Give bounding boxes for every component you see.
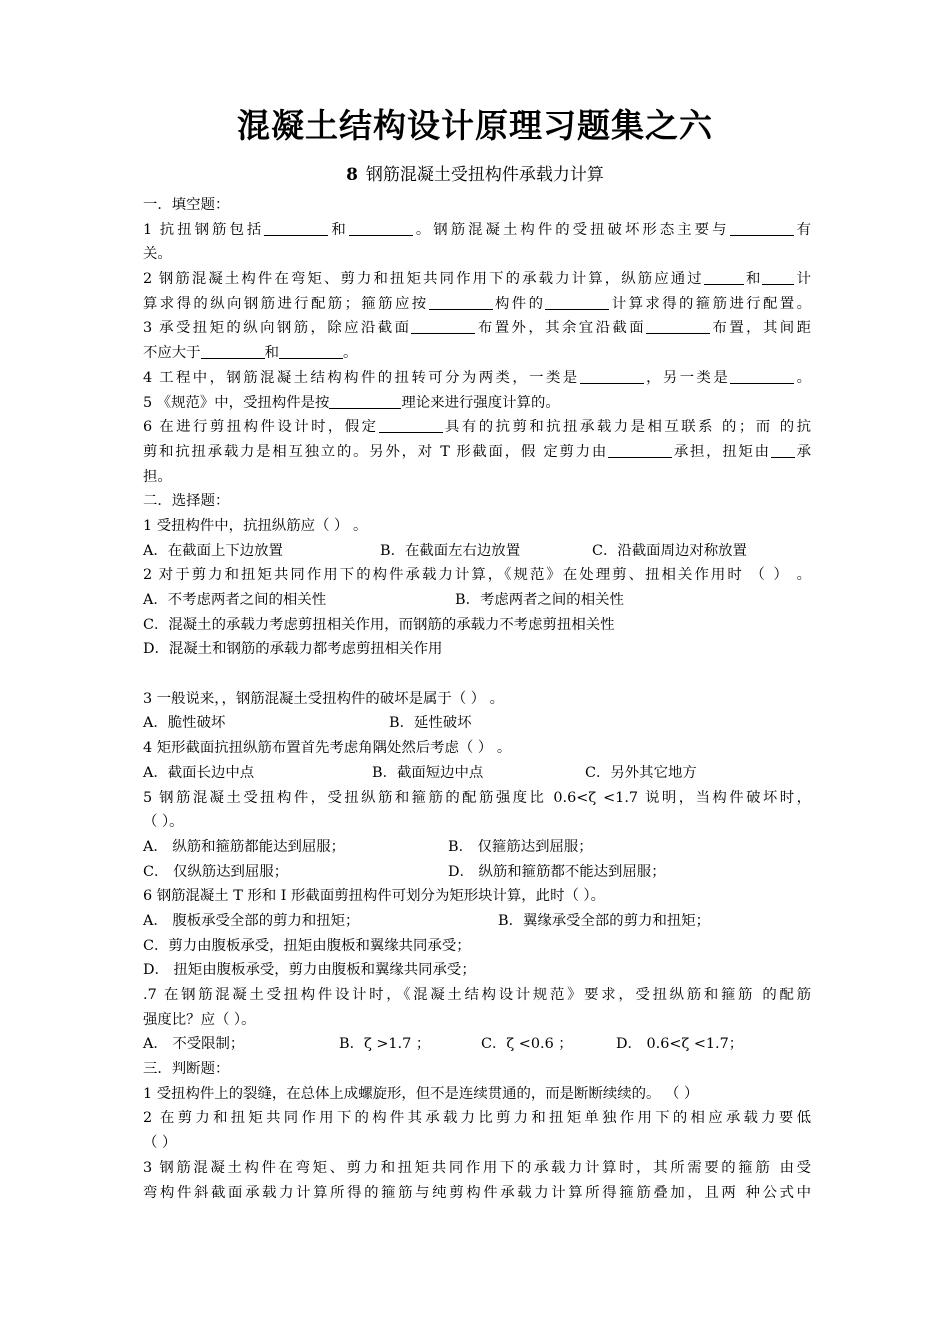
page-title: 混凝土结构设计原理习题集之六 (237, 106, 713, 145)
option: A． 纵筋和箍筋都能达到屈服； (143, 838, 346, 855)
text-line: 5 钢筋混凝土受扭构件，受扭纵筋和箍筋的配筋强度比 0.6<ζ <1.7 说明，当构件破坏时， (143, 789, 811, 806)
option: D． 0.6<ζ <1.7； (616, 1036, 744, 1053)
section-heading: 一．填空题： (143, 197, 230, 213)
option: A． 腹板承受全部的剪力和扭矩； (143, 912, 360, 929)
option: B．截面短边中点 (372, 764, 484, 781)
option-row (143, 761, 811, 786)
chapter-title (0, 163, 950, 187)
text-line: 2 钢筋混凝土构件在弯矩、剪力和扭矩共同作用下的承载力计算，纵筋应通过 和 计 (143, 271, 811, 288)
answer-blank (608, 442, 672, 458)
answer-blank (762, 269, 794, 285)
blank-line (143, 662, 811, 687)
option: A． 不受限制； (143, 1036, 245, 1053)
option: C．ζ <0.6 ； (481, 1036, 573, 1053)
section-heading: 二．选择题： (143, 493, 230, 510)
text-line: D．混凝土和钢筋的承载力都考虑剪扭相关作用 (143, 641, 443, 658)
answer-blank (580, 368, 644, 384)
section-heading: 三．判断题： (143, 1061, 230, 1078)
answer-blank (411, 318, 475, 334)
text-line: 3 承受扭矩的纵向钢筋，除应沿截面 布置外，其余宜沿截面 布置，其间距 (143, 320, 811, 337)
option-row (143, 711, 811, 736)
option: B．在截面左右边放置 (380, 542, 521, 559)
option: B． 仅箍筋达到屈服； (448, 838, 593, 855)
answer-blank (279, 343, 343, 359)
answer-blank (349, 220, 413, 236)
option: C．沿截面周边对称放置 (592, 542, 747, 559)
text-line: .7 在钢筋混凝土受扭构件设计时，《混凝土结构设计规范》要求，受扭纵筋和箍筋 的配筋 (143, 987, 811, 1003)
text-line: 6 在进行剪扭构件设计时，假定 具有的抗剪和抗扭承载力是相互联系 的；而 的抗 (143, 419, 811, 436)
text-line: 担。 (143, 468, 172, 485)
answer-blank (730, 220, 794, 236)
text-line: （ ）。 (143, 814, 184, 831)
answer-blank (704, 269, 744, 285)
text-line: 3 钢筋混凝土构件在弯矩、剪力和扭矩共同作用下的承载力计算时，其所需要的箍筋 由受 (143, 1159, 811, 1176)
option: C． 仅纵筋达到屈服； (143, 863, 289, 880)
text-line: 6 钢筋混凝土 T 形和 I 形截面剪扭构件可划分为矩形块计算，此时（ ）。 (143, 888, 606, 905)
answer-blank (429, 294, 493, 310)
text-line: 2 在剪力和扭矩共同作用下的构件其承载力比剪力和扭矩单独作用下的相应承载力要低 (143, 1110, 811, 1127)
text-line: 5 《规范》中，受扭构件是按 理论来进行强度计算的。 (143, 394, 560, 411)
text-line: 1 抗扭钢筋包括 和 。钢筋混凝土构件的受扭破坏形态主要与 有 (143, 221, 811, 238)
answer-blank (545, 294, 609, 310)
option-row (143, 860, 811, 885)
answer-blank (771, 442, 795, 458)
text-line: 1 受扭构件中，抗扭纵筋应（ ） 。 (143, 517, 368, 534)
option-row (143, 588, 811, 613)
option: B．考虑两者之间的相关性 (455, 592, 624, 608)
option: D． 纵筋和箍筋都不能达到屈服； (448, 863, 666, 880)
exercise-content (143, 193, 811, 1205)
answer-blank (730, 368, 794, 384)
option: A．不考虑两者之间的相关性 (143, 592, 327, 608)
answer-blank (329, 393, 401, 409)
answer-blank (646, 318, 710, 334)
text-line: 3 一般说来，，钢筋混凝土受扭构件的破坏是属于（ ） 。 (143, 690, 505, 707)
chapter-number: 8 (346, 165, 358, 185)
text-line: 4 矩形截面抗扭纵筋布置首先考虑角隅处然后考虑（ ） 。 (143, 740, 512, 757)
option: B．ζ >1.7 ； (339, 1036, 431, 1053)
option-row (143, 539, 811, 564)
text-line: C．混凝土的承载力考虑剪扭相关作用，而钢筋的承载力不考虑剪扭相关性 (143, 616, 615, 633)
option: A．截面长边中点 (143, 764, 255, 781)
text-line: 弯构件斜截面承载力计算所得的箍筋与纯剪构件承载力计算所得箍筋叠加，且两 种公式中 (143, 1184, 811, 1201)
chapter-title-text: 钢筋混凝土受扭构件承载力计算 (365, 165, 604, 185)
option-row (143, 1032, 811, 1057)
text-line: 算求得的纵向钢筋进行配筋；箍筋应按 构件的 计算求得的箍筋进行配置。 (143, 295, 811, 312)
answer-blank (379, 417, 443, 433)
option: B．翼缘承受全部的剪力和扭矩； (498, 912, 711, 929)
option: A．脆性破坏 (143, 715, 226, 732)
text-line: D． 扭矩由腹板承受，剪力由腹板和翼缘共同承受； (143, 962, 476, 979)
option: B．延性破坏 (389, 715, 472, 732)
text-line: 4 工程中，钢筋混凝土结构构件的扭转可分为两类，一类是 ，另一类是 。 (143, 369, 811, 386)
text-line: C．剪力由腹板承受，扭矩由腹板和翼缘共同承受； (143, 937, 471, 954)
option-row (143, 909, 811, 934)
text-line: 强度比？应（ ）。 (143, 1011, 256, 1028)
answer-blank (264, 220, 328, 236)
text-line: 剪和抗扭承载力是相互独立的。另外，对 T 形截面，假 定剪力由 承担，扭矩由 承 (143, 443, 811, 460)
answer-blank (201, 343, 265, 359)
text-line: 1 受扭构件上的裂缝，在总体上成螺旋形，但不是连续贯通的，而是断断续续的。 （ ） (143, 1085, 699, 1102)
option: A．在截面上下边放置 (143, 542, 283, 559)
text-line: （ ） (143, 1135, 177, 1152)
text-line: 不应大于 和 。 (143, 345, 358, 362)
text-line: 关。 (143, 246, 172, 263)
option: C．另外其它地方 (585, 764, 697, 781)
text-line: 2 对于剪力和扭矩共同作用下的构件承载力计算，《规范》在处理剪、扭相关作用时 （ ） 。 (143, 567, 811, 584)
option-row (143, 835, 811, 860)
